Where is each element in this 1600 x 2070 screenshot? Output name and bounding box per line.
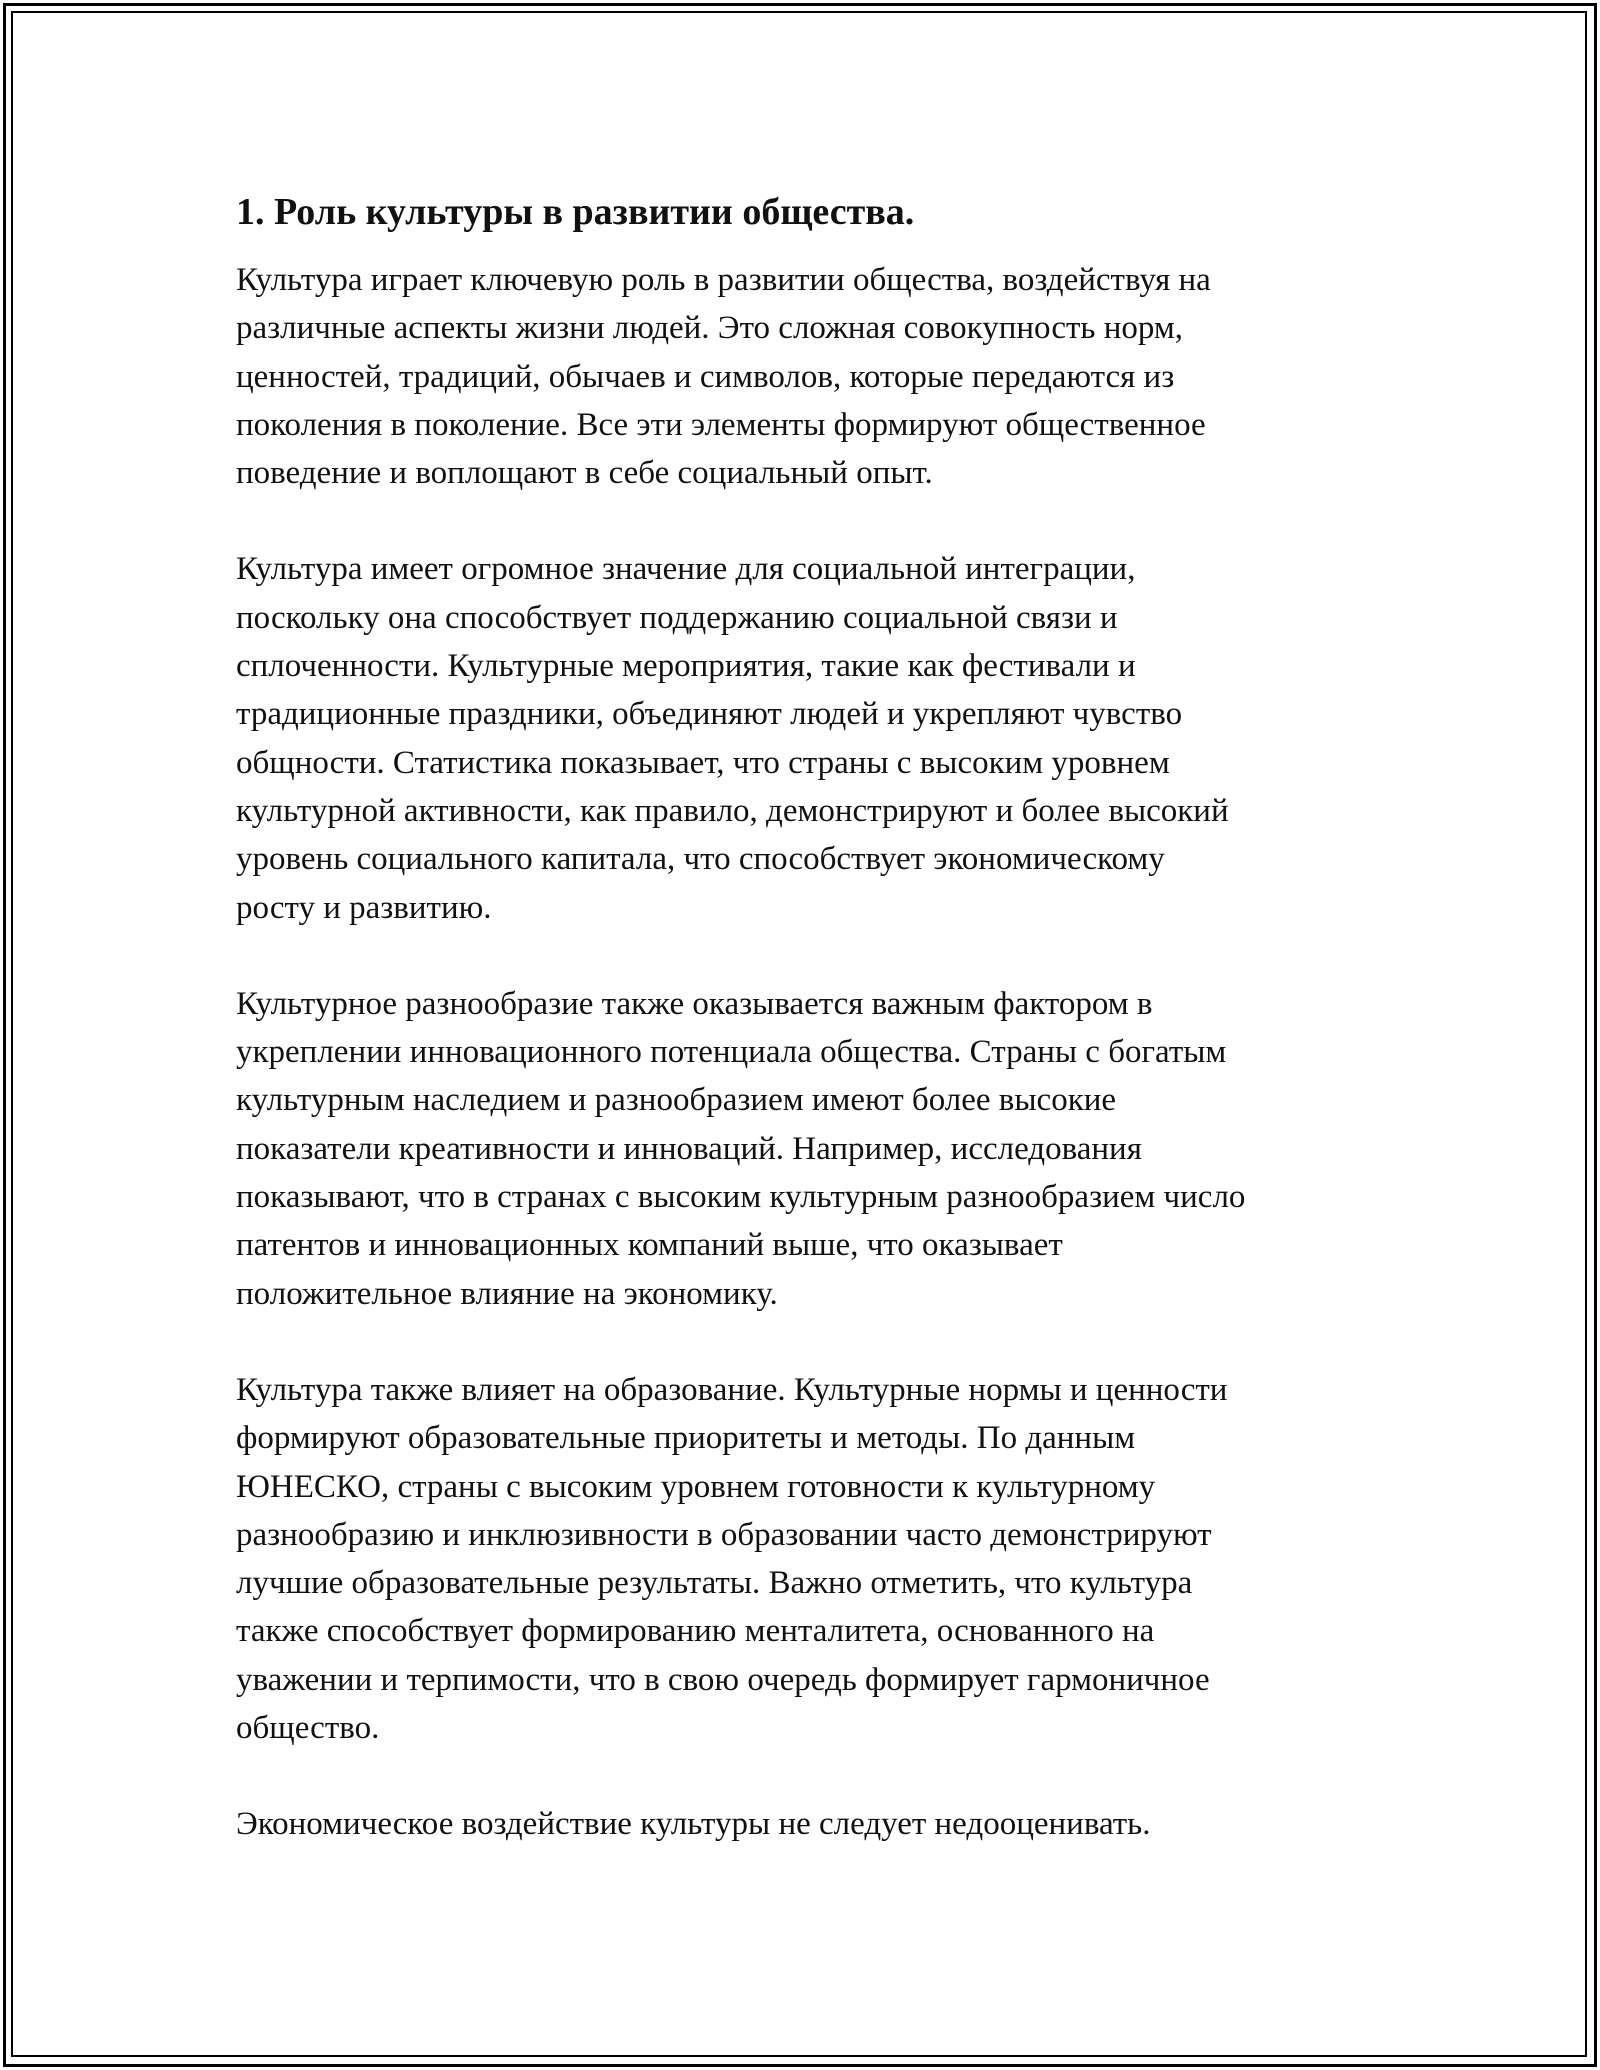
text-line: показатели креативности и инноваций. Например, исследования (236, 1130, 1142, 1167)
paragraph-2 (236, 545, 1386, 931)
text-line: росту и развитию. (236, 889, 492, 926)
text-line: положительное влияние на экономику. (236, 1275, 778, 1312)
text-line: Культурное разнообразие также оказывается важным фактором в (236, 985, 1153, 1022)
text-line: ценностей, традиций, обычаев и символов, которые передаются из (236, 358, 1175, 395)
text-line: поведение и воплощают в себе социальный опыт. (236, 455, 933, 492)
paragraph-4 (236, 1366, 1386, 1752)
paragraph-1 (236, 256, 1386, 497)
text-line: уровень социального капитала, что способствует экономическому (236, 841, 1165, 878)
document-body (236, 186, 1386, 1897)
text-line: формируют образовательные приоритеты и методы. По данным (236, 1420, 1136, 1457)
text-line: культурной активности, как правило, демонстрируют и более высокий (236, 792, 1229, 829)
text-line: Экономическое воздействие культуры не следует недооценивать. (236, 1806, 1151, 1843)
text-line: лучшие образовательные результаты. Важно отметить, что культура (236, 1565, 1193, 1602)
text-line: культурным наследием и разнообразием имеют более высокие (236, 1082, 1117, 1119)
text-line: также способствует формированию менталитета, основанного на (236, 1613, 1155, 1650)
text-line: укреплении инновационного потенциала общества. Страны с богатым (236, 1034, 1227, 1071)
text-line: традиционные праздники, объединяют людей и укрепляют чувство (236, 696, 1183, 733)
text-line: патентов и инновационных компаний выше, что оказывает (236, 1227, 1063, 1264)
section-heading: 1. Роль культуры в развитии общества. (236, 191, 915, 233)
text-line: ЮНЕСКО, страны с высоким уровнем готовности к культурному (236, 1468, 1156, 1505)
paragraph-5 (236, 1800, 1386, 1848)
text-line: Культура также влияет на образование. Культурные нормы и ценности (236, 1371, 1228, 1408)
text-line: Культура играет ключевую роль в развитии общества, воздействуя на (236, 262, 1211, 298)
paragraph-3 (236, 980, 1386, 1318)
text-line: общество. (236, 1710, 380, 1747)
text-line: Культура имеет огромное значение для социальной интеграции, (236, 551, 1136, 588)
text-line: показывают, что в странах с высоким культурным разнообразием число (236, 1179, 1246, 1216)
text-line: поскольку она способствует поддержанию социальной связи и (236, 599, 1118, 636)
text-line: общности. Статистика показывает, что страны с высоким уровнем (236, 744, 1170, 781)
text-line: уважении и терпимости, что в свою очередь формирует гармоничное (236, 1661, 1210, 1698)
text-line: разнообразию и инклюзивности в образовании часто демонстрируют (236, 1516, 1212, 1553)
text-line: поколения в поколение. Все эти элементы формируют общественное (236, 406, 1206, 443)
text-line: различные аспекты жизни людей. Это сложная совокупность норм, (236, 310, 1184, 347)
text-line: сплоченности. Культурные мероприятия, такие как фестивали и (236, 648, 1136, 685)
